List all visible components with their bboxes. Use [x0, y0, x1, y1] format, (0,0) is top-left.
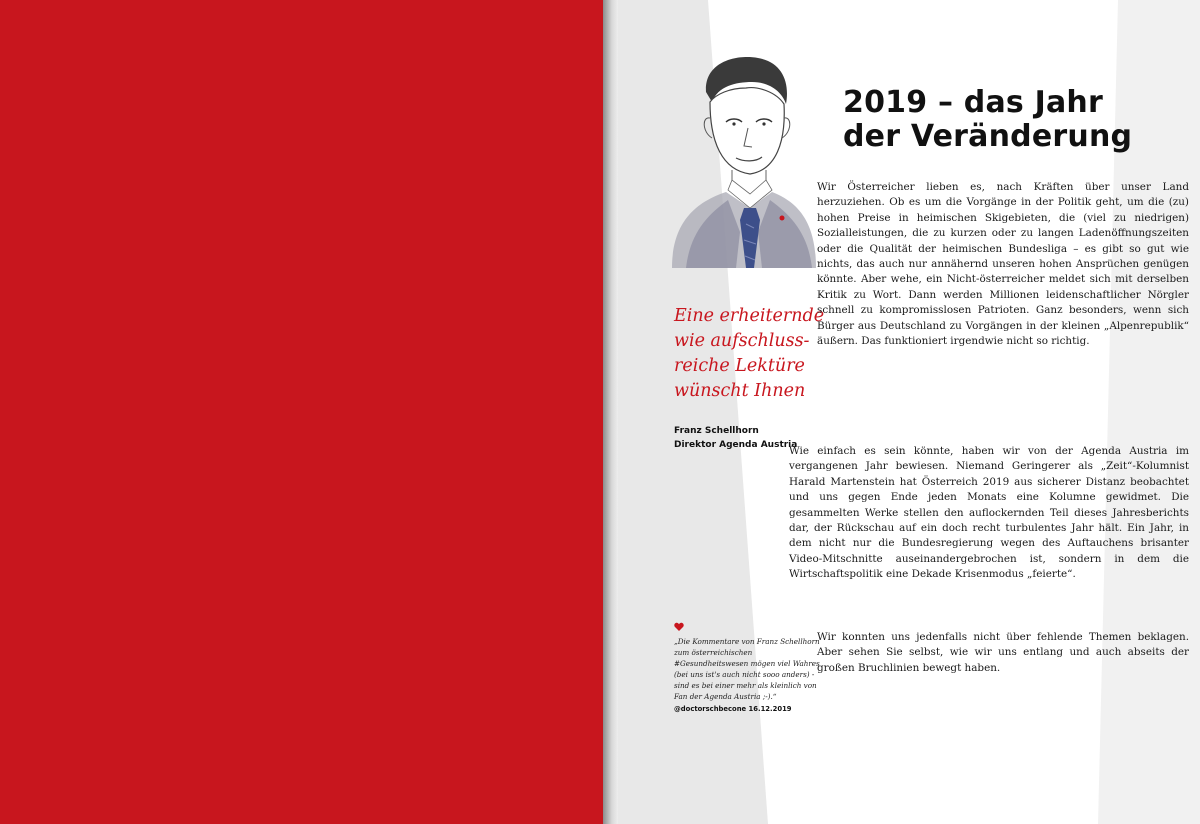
heart-icon [674, 622, 684, 632]
tweet-quote [674, 622, 824, 715]
page-title [843, 86, 1183, 154]
pullquote-line-4: wünscht Ihnen [674, 381, 806, 401]
book-spine-shadow [603, 0, 618, 824]
pullquote-line-2: wie aufschluss- [674, 331, 810, 351]
pullquote-line-3: reiche Lektüre [674, 356, 805, 376]
title-line-2: der Veränderung [843, 119, 1133, 154]
right-page [618, 0, 1200, 824]
author-role: Direktor Agenda Austria [674, 440, 798, 450]
body-paragraph-3: Wir konnten uns jedenfalls nicht über fehlende Themen beklagen. Aber sehen Sie selbst, wie wir uns entlang und auch abseits der großen Bruchlinien bewegt haben. [817, 631, 1189, 674]
body-paragraph-2: Wie einfach es sein könnte, haben wir von der Agenda Austria im vergangenen Jahr bewiesen. Niemand Geringerer als „Zeit“-Kolumnist Harald Martenstein hat Österreich 2019 aus sicherer Distanz beobachtet und uns gegen Ende jeden Monats eine Kolumne gewidmet. Die gesammelten Werke stellen den auflockernden Teil dieses Jahresberichts dar, der Rückschau auf ein doch recht turbulentes Jahr hält. Ein Jahr, in dem nicht nur die Bundesregierung wegen des Auftauchens brisanter Video-Mitschnitte auseinandergebrochen ist, sondern in dem die Wirtschaftspolitik eine Dekade Krisenmodus „feierte“. [789, 445, 1189, 581]
tweet-handle: @doctorschbecone 16.12.2019 [674, 705, 792, 713]
tweet-text: „Die Kommentare von Franz Schellhorn zum österreichischen #Gesundheitswesen mögen viel Wahres (bei uns ist's auch nicht sooo anders) - sind es bei einer mehr als kleinlich von Fan der Agenda Austria ;-).“ [674, 637, 820, 701]
author-name: Franz Schellhorn [674, 426, 759, 436]
portrait-illustration-icon [666, 52, 818, 268]
pull-quote [674, 304, 834, 404]
body-paragraph-1: Wir Österreicher lieben es, nach Kräften über unser Land herzuziehen. Ob es um die Vorgänge in der Politik geht, um die (zu) hohen Preise in heimischen Skigebieten, die (viel zu niedrigen) Sozialleistungen, die zu kurzen oder zu langen Ladenöffnungszeiten oder die Qualität der heimischen Bundesliga – es gibt so gut wie nichts, das auch nur annähernd unseren hohen Ansprüchen genügen könnte. Aber wehe, ein Nicht-österreicher meldet sich mit derselben Kritik zu Wort. Dann werden Millionen leidenschaftlicher Nörgler schnell zu kompromisslosen Patrioten. Ganz besonders, wenn sich Bürger aus Deutschland zu Vorgängen in der kleinen „Alpenrepublik“ äußern. Das funktioniert irgendwie nicht so richtig. [817, 181, 1189, 348]
pullquote-line-1: Eine erheiternde [674, 306, 825, 326]
title-line-1: 2019 – das Jahr [843, 85, 1103, 120]
